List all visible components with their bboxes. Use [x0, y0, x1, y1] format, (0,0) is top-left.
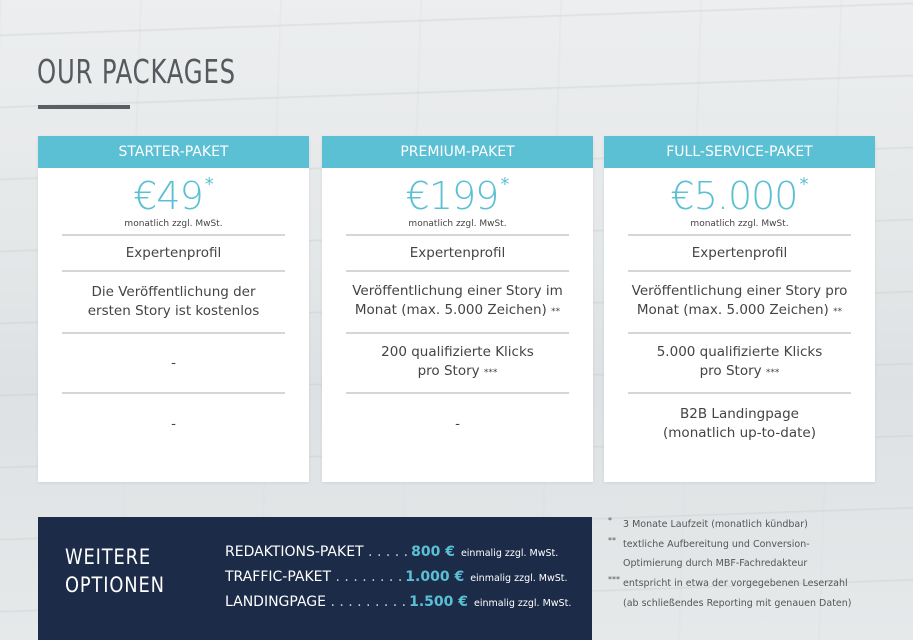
package-header: FULL-SERVICE-PAKET	[604, 136, 875, 168]
footnote-2: ** textliche Aufbereitung und Conversion-	[608, 536, 810, 550]
option-row-traffic: TRAFFIC-PAKET . . . . . . . . 1.000 € einmalig zzgl. MwSt.	[225, 569, 568, 585]
price-vat-note: monatlich zzgl. MwSt.	[690, 219, 789, 229]
title-underline	[38, 105, 130, 109]
options-title: WEITERE OPTIONEN	[65, 545, 165, 597]
feature-list	[346, 234, 569, 454]
package-price: €49	[133, 174, 203, 218]
package-header: PREMIUM-PAKET	[322, 136, 593, 168]
feature-row: -	[62, 332, 285, 392]
additional-options-panel	[38, 517, 592, 640]
footnote-3-cont: (ab schließendes Reporting mit genauen Daten)	[623, 598, 852, 609]
package-price-block	[38, 168, 309, 217]
feature-row: -	[346, 392, 569, 454]
option-row-landingpage: LANDINGPAGE . . . . . . . . . 1.500 € einmalig zzgl. MwSt.	[225, 594, 572, 610]
package-header: STARTER-PAKET	[38, 136, 309, 168]
package-price-block	[604, 168, 875, 217]
feature-row: Expertenprofil	[346, 234, 569, 270]
package-card-starter	[38, 136, 309, 482]
feature-list	[628, 234, 851, 454]
page-title: OUR PACKAGES	[37, 52, 236, 91]
feature-row: B2B Landingpage (monatlich up-to-date)	[628, 392, 851, 454]
package-card-full-service	[604, 136, 875, 482]
footnote-1: * 3 Monate Laufzeit (monatlich kündbar)	[608, 516, 808, 530]
price-footnote-mark: *	[500, 174, 510, 195]
feature-row: Veröffentlichung einer Story im Monat (max. 5.000 Zeichen) **	[346, 270, 569, 332]
feature-row: -	[62, 392, 285, 454]
package-price-block	[322, 168, 593, 217]
footnote-2-cont: Optimierung durch MBF-Fachredakteur	[623, 558, 808, 569]
price-vat-note: monatlich zzgl. MwSt.	[124, 219, 223, 229]
option-row-redaktion: REDAKTIONS-PAKET . . . . . 800 € einmalig zzgl. MwSt.	[225, 544, 559, 560]
price-footnote-mark: *	[799, 174, 809, 195]
feature-list	[62, 234, 285, 454]
feature-row: Expertenprofil	[628, 234, 851, 270]
price-vat-note: monatlich zzgl. MwSt.	[408, 219, 507, 229]
feature-row: Die Veröffentlichung der ersten Story ist kostenlos	[62, 270, 285, 332]
feature-row: 200 qualifizierte Klicks pro Story ***	[346, 332, 569, 392]
feature-row: 5.000 qualifizierte Klicks pro Story ***	[628, 332, 851, 392]
price-footnote-mark: *	[204, 174, 214, 195]
package-card-premium	[322, 136, 593, 482]
feature-row: Expertenprofil	[62, 234, 285, 270]
package-price: €5.000	[670, 174, 798, 218]
package-price: €199	[405, 174, 499, 218]
footnote-3: *** entspricht in etwa der vorgegebenen Leserzahl	[608, 575, 848, 589]
feature-row: Veröffentlichung einer Story pro Monat (max. 5.000 Zeichen) **	[628, 270, 851, 332]
